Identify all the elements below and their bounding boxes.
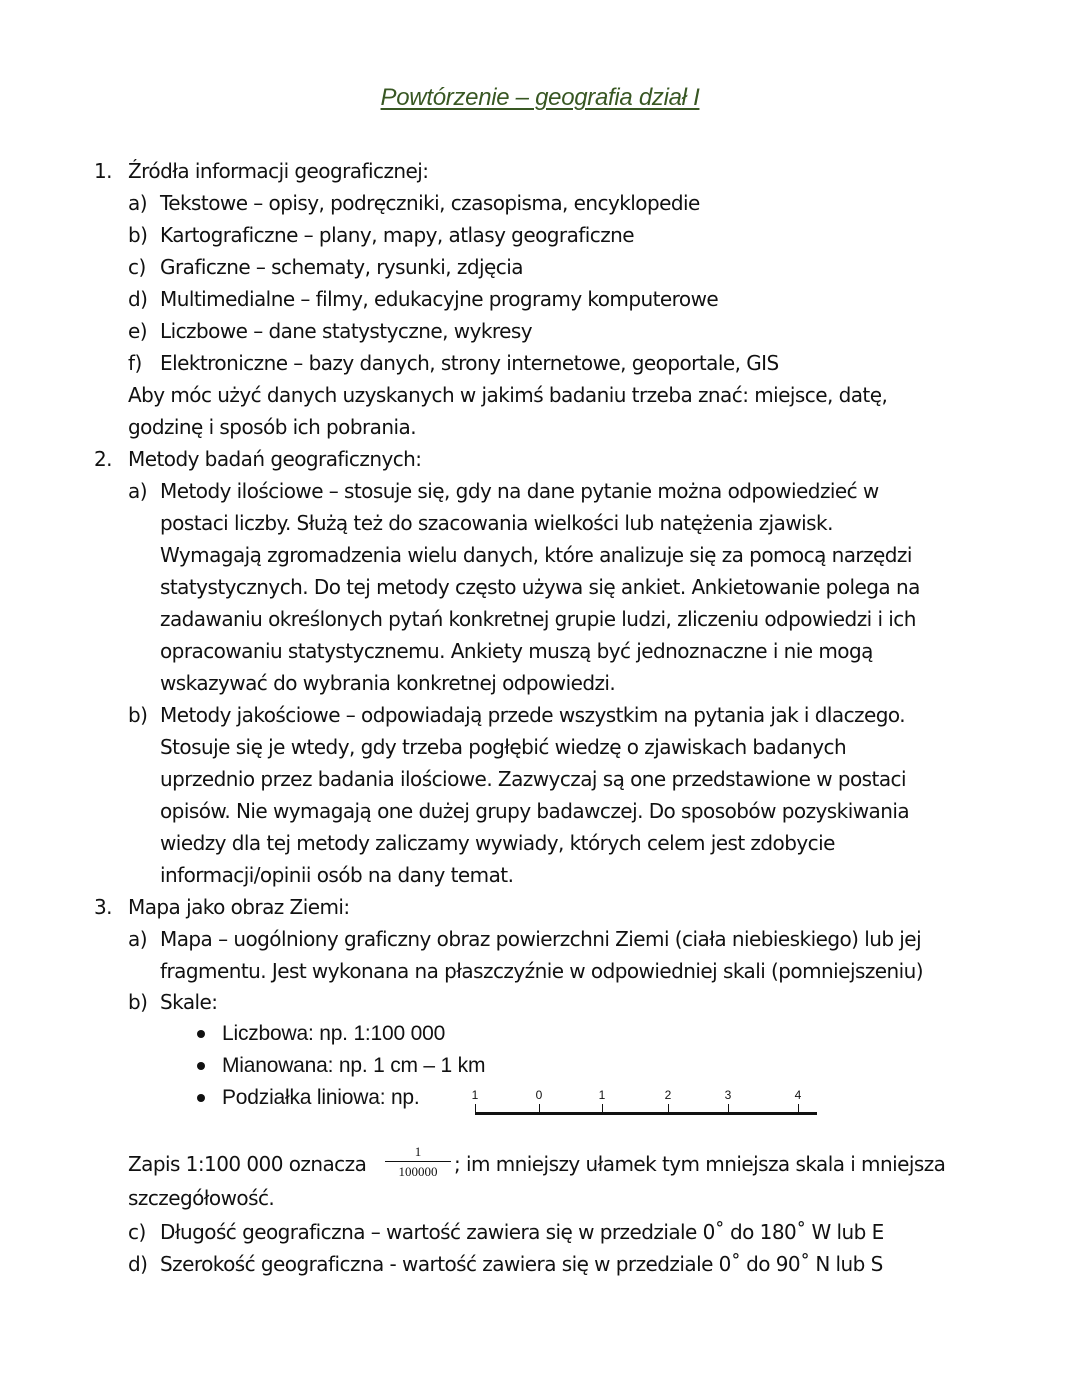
paragraph-line: informacji/opinii osób na dany temat.	[160, 863, 514, 887]
bullet-item: Mianowana: np. 1 cm – 1 km	[222, 1054, 486, 1077]
scale-tick	[668, 1104, 669, 1113]
fraction-denominator: 100000	[398, 1164, 438, 1179]
scale-tick-label: 3	[724, 1088, 732, 1102]
item-label: e)	[128, 319, 148, 343]
paragraph-line: Metody jakościowe – odpowiadają przede wszystkim na pytania jak i dlaczego.	[160, 703, 906, 727]
item-label: c)	[128, 255, 146, 279]
item-label: d)	[128, 287, 148, 311]
note-text: godzinę i sposób ich pobrania.	[128, 415, 417, 439]
page-title: Powtórzenie – geografia dział I	[380, 84, 700, 111]
item-label: c)	[128, 1220, 146, 1244]
paragraph-line: Mapa – uogólniony graficzny obraz powierzchni Ziemi (ciała niebieskiego) lub jej	[160, 927, 922, 951]
scale-tick	[798, 1104, 799, 1113]
scale-tick-label: 1	[598, 1088, 606, 1102]
section-heading: Mapa jako obraz Ziemi:	[128, 895, 350, 919]
paragraph-line: opracowaniu statystycznemu. Ankiety muszą być jednoznaczne i nie mogą	[160, 639, 873, 663]
item-label: b)	[128, 223, 148, 247]
linear-scale-bar	[468, 1088, 820, 1120]
paragraph-line: Metody ilościowe – stosuje się, gdy na dane pytanie można odpowiedzieć w	[160, 479, 879, 503]
bullet-icon	[197, 1094, 205, 1102]
item-label: a)	[128, 927, 147, 951]
scale-tick-label: 1	[471, 1088, 479, 1102]
item-label: b)	[128, 703, 148, 727]
section-heading: Metody badań geograficznych:	[128, 447, 422, 471]
item-label: a)	[128, 479, 147, 503]
paragraph-line: statystycznych. Do tej metody często używa się ankiet. Ankietowanie polega na	[160, 575, 920, 599]
note-text: Aby móc użyć danych uzyskanych w jakimś badaniu trzeba znać: miejsce, datę,	[128, 383, 888, 407]
paragraph-line: Wymagają zgromadzenia wielu danych, które analizuje się za pomocą narzędzi	[160, 543, 912, 567]
item-label: f)	[128, 351, 142, 375]
paragraph-line: opisów. Nie wymagają one dużej grupy badawczej. Do sposobów pozyskiwania	[160, 799, 910, 823]
note-text: szczegółowość.	[128, 1186, 275, 1210]
paragraph-line: zadawaniu określonych pytań konkretnej grupie ludzi, zliczeniu odpowiedzi i ich	[160, 607, 916, 631]
list-item: Skale:	[160, 990, 218, 1014]
list-item: Elektroniczne – bazy danych, strony internetowe, geoportale, GIS	[160, 351, 779, 375]
note-text: Zapis 1:100 000 oznacza	[128, 1152, 367, 1176]
bullet-item: Podziałka liniowa: np.	[222, 1086, 420, 1109]
list-item: Liczbowe – dane statystyczne, wykresy	[160, 319, 533, 343]
bullet-icon	[197, 1062, 205, 1070]
scale-tick	[539, 1104, 540, 1113]
list-item: Kartograficzne – plany, mapy, atlasy geograficzne	[160, 223, 635, 247]
scale-tick-label: 4	[794, 1088, 802, 1102]
fraction-numerator: 1	[414, 1144, 422, 1159]
section-heading: Źródła informacji geograficznej:	[128, 159, 429, 183]
scale-tick	[728, 1104, 729, 1113]
fraction	[383, 1144, 453, 1180]
item-label: a)	[128, 191, 147, 215]
paragraph-line: postaci liczby. Służą też do szacowania wielkości lub natężenia zjawisk.	[160, 511, 833, 535]
scale-tick	[475, 1104, 476, 1113]
section-number: 1.	[94, 159, 112, 183]
paragraph-line: fragmentu. Jest wykonana na płaszczyźnie w odpowiedniej skali (pomniejszeniu)	[160, 959, 924, 983]
paragraph-line: wiedzy dla tej metody zaliczamy wywiady, których celem jest zdobycie	[160, 831, 835, 855]
list-item: Długość geograficzna – wartość zawiera się w przedziale 0˚ do 180˚ W lub E	[160, 1220, 884, 1244]
item-label: b)	[128, 990, 148, 1014]
fraction-bar	[385, 1161, 451, 1162]
bullet-icon	[197, 1030, 205, 1038]
note-text: ; im mniejszy ułamek tym mniejsza skala i mniejsza	[454, 1152, 946, 1176]
scale-tick-label: 2	[664, 1088, 672, 1102]
list-item: Szerokość geograficzna - wartość zawiera się w przedziale 0˚ do 90˚ N lub S	[160, 1252, 883, 1276]
paragraph-line: uprzednio przez badania ilościowe. Zazwyczaj są one przedstawione w postaci	[160, 767, 906, 791]
scale-baseline	[475, 1112, 817, 1115]
list-item: Multimedialne – filmy, edukacyjne programy komputerowe	[160, 287, 719, 311]
bullet-item: Liczbowa: np. 1:100 000	[222, 1022, 446, 1045]
list-item: Tekstowe – opisy, podręczniki, czasopisma, encyklopedie	[160, 191, 700, 215]
item-label: d)	[128, 1252, 148, 1276]
paragraph-line: Stosuje się je wtedy, gdy trzeba pogłębić wiedzę o zjawiskach badanych	[160, 735, 847, 759]
section-number: 2.	[94, 447, 112, 471]
scale-tick	[602, 1104, 603, 1113]
scale-tick-label: 0	[535, 1088, 543, 1102]
list-item: Graficzne – schematy, rysunki, zdjęcia	[160, 255, 523, 279]
paragraph-line: wskazywać do wybrania konkretnej odpowiedzi.	[160, 671, 616, 695]
section-number: 3.	[94, 895, 112, 919]
